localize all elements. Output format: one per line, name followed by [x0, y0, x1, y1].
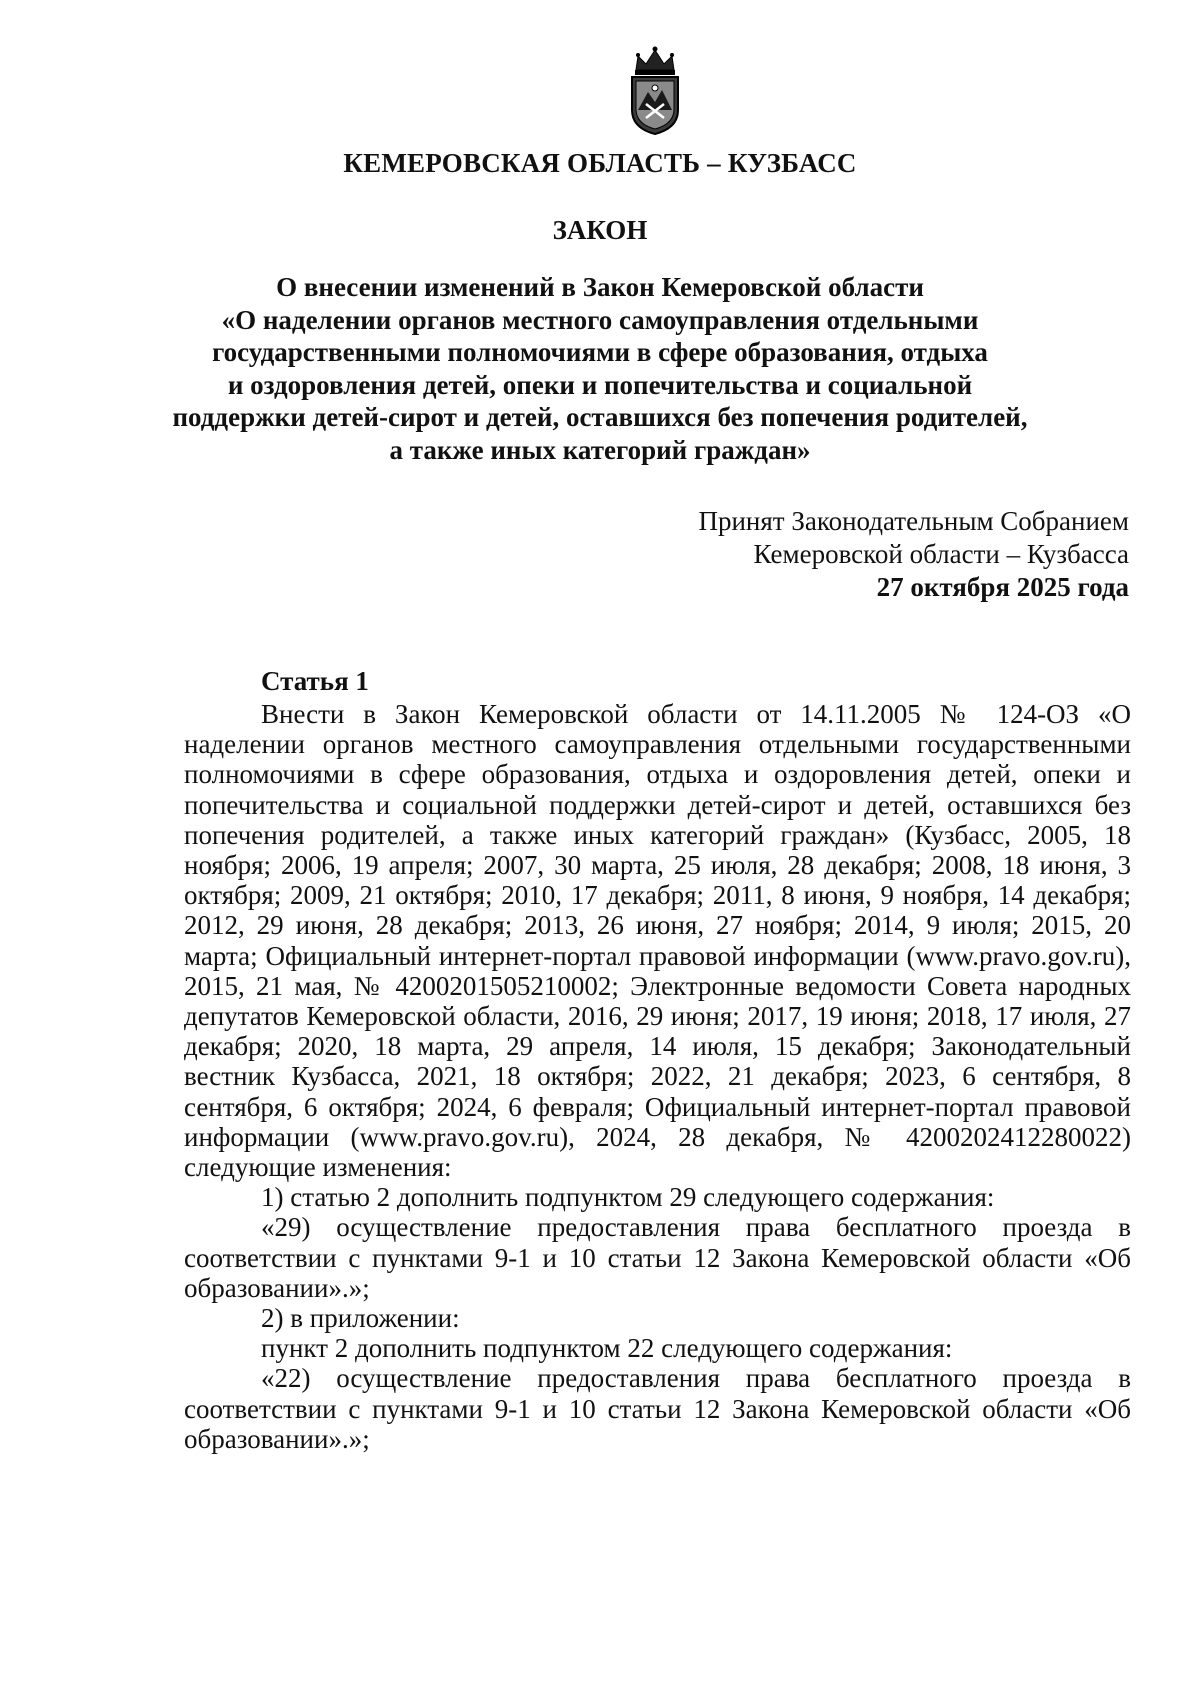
law-title-line: государственными полномочиями в сфере образования, отдыха	[212, 337, 988, 367]
adoption-note	[698, 505, 1129, 604]
article-heading: Статья 1	[261, 666, 369, 696]
article-paragraph: пункт 2 дополнить подпунктом 22 следующего содержания:	[261, 1333, 953, 1364]
article-paragraph: 2) в приложении:	[261, 1303, 460, 1334]
law-title-line: а также иных категорий граждан»	[389, 434, 811, 465]
article-paragraph: Внести в Закон Кемеровской области от 14.11.2005 № 124-ОЗ «О наделении органов местного самоуправления отдельными государственными полномочиями в сфере образования, отдыха и оздоровления детей, опеки и попечительства и социальной поддержки детей-сирот и детей, оставшихся без попечения родителей, а также иных категорий граждан» (Кузбасс, 2005, 18 ноября; 2006, 19 апреля; 2007, 30 марта, 25 июля, 28 декабря; 2008, 18 июня, 3 октября; 2009, 21 октября; 2010, 17 декабря; 2011, 8 июня, 9 ноября, 14 декабря; 2012, 29 июня, 28 декабря; 2013, 26 июня, 27 ноября; 2014, 9 июля; 2015, 20 марта; Официальный интернет-портал правовой информации (www.pravo.gov.ru), 2015, 21 мая, № 4200201505210002; Электронные ведомости Совета народных депутатов Кемеровской области, 2016, 29 июня; 2017, 19 июня; 2018, 17 июля, 27 декабря; 2020, 18 марта, 29 апреля, 14 июля, 15 декабря; Законодательный вестник Кузбасса, 2021, 18 октября; 2022, 21 декабря; 2023, 6 сентября, 8 сентября, 6 октября; 2024, 6 февраля; Официальный интернет-портал правовой информации (www.pravo.gov.ru), 2024, 28 декабря, № 4200202412280022) следующие изменения:	[184, 699, 1131, 1183]
article-body	[184, 699, 1131, 1454]
law-title	[0, 271, 1200, 466]
law-title-line: и оздоровления детей, опеки и попечительства и социальной	[227, 369, 973, 400]
article-paragraph: «22) осуществление предоставления права бесплатного проезда в соответствии с пунктами 9-1 и 10 статьи 12 Закона Кемеровской области «Об образовании».»;	[184, 1363, 1131, 1454]
law-title-line: поддержки детей-сирот и детей, оставшихся без попечения родителей,	[172, 402, 1028, 432]
adoption-date: 27 октября 2025 года	[876, 572, 1129, 602]
law-title-line: «О наделении органов местного самоуправления отдельными	[221, 304, 979, 335]
adoption-line: Кемеровской области – Кузбасса	[753, 539, 1129, 569]
law-title-line: О внесении изменений в Закон Кемеровской области	[276, 272, 924, 302]
coat-of-arms-icon	[626, 44, 684, 136]
article-paragraph: 1) статью 2 дополнить подпунктом 29 следующего содержания:	[261, 1182, 995, 1213]
region-name: КЕМЕРОВСКАЯ ОБЛАСТЬ – КУЗБАСС	[343, 148, 857, 178]
article-paragraph: «29) осуществление предоставления права бесплатного проезда в соответствии с пунктами 9-1 и 10 статьи 12 Закона Кемеровской области «Об образовании».»;	[184, 1212, 1131, 1303]
adoption-line: Принят Законодательным Собранием	[698, 506, 1129, 536]
document-kind: ЗАКОН	[552, 215, 648, 245]
